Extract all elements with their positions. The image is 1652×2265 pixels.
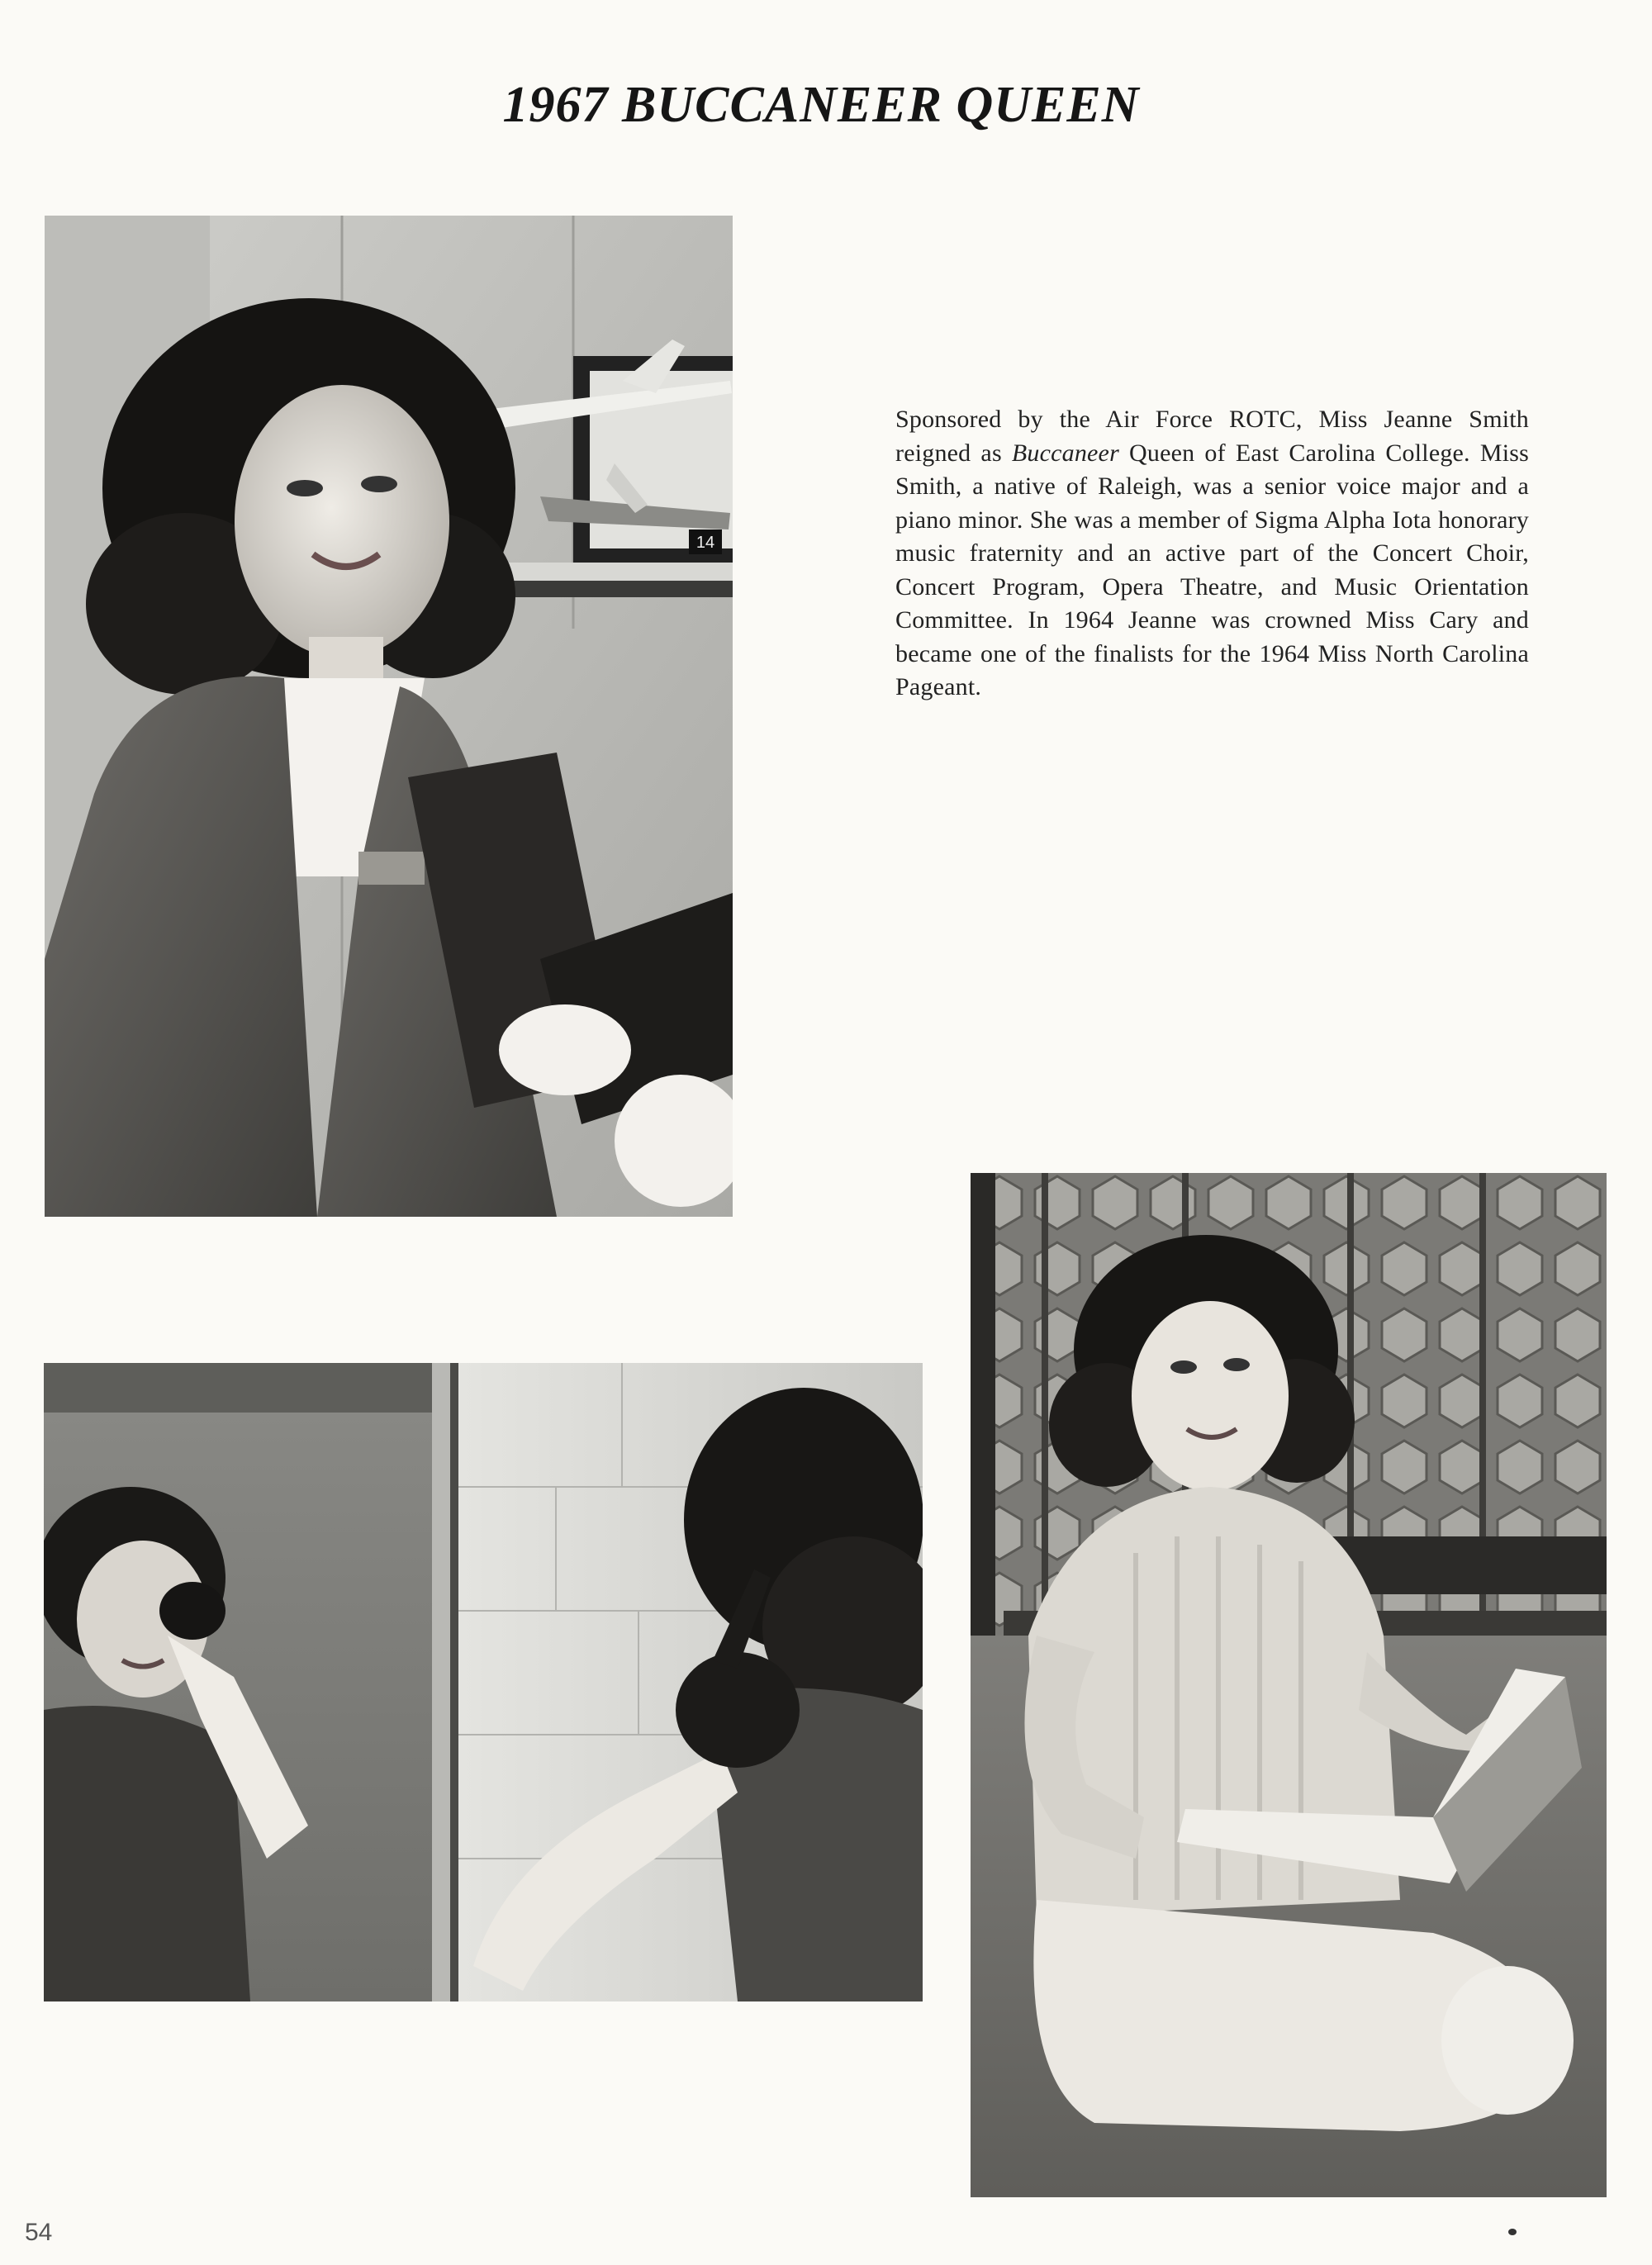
- photo-mirror-portrait: [44, 1363, 923, 2001]
- print-speck: [1508, 2229, 1517, 2235]
- article-italic-word: Buccaneer: [1011, 439, 1119, 467]
- page-number: 54: [25, 2219, 53, 2246]
- article-text-part1: Sponsored by the Air Force ROTC, Miss Jeanne Smith reigned as: [895, 406, 1529, 467]
- photo-sweater-portrait: [971, 1173, 1607, 2197]
- article-text-part2: Queen of East Carolina College. Miss Smith, a native of Raleigh, was a senior voice major and a piano minor. She was a member of Sigma Alpha Iota honorary music fraternity and an active part of the Concert Choir, Concert Program, Opera Theatre, and Music Orientation Committee. In 1964 Jeanne was crowned Miss Cary and became one of the finalists for the 1964 Miss North Carolina Pageant.: [895, 439, 1529, 700]
- page-title: 1967 BUCCANEER QUEEN: [502, 77, 1140, 133]
- article-body: [895, 403, 1529, 705]
- photo-uniform-portrait: [45, 216, 733, 1217]
- plane-number: 14: [695, 534, 715, 552]
